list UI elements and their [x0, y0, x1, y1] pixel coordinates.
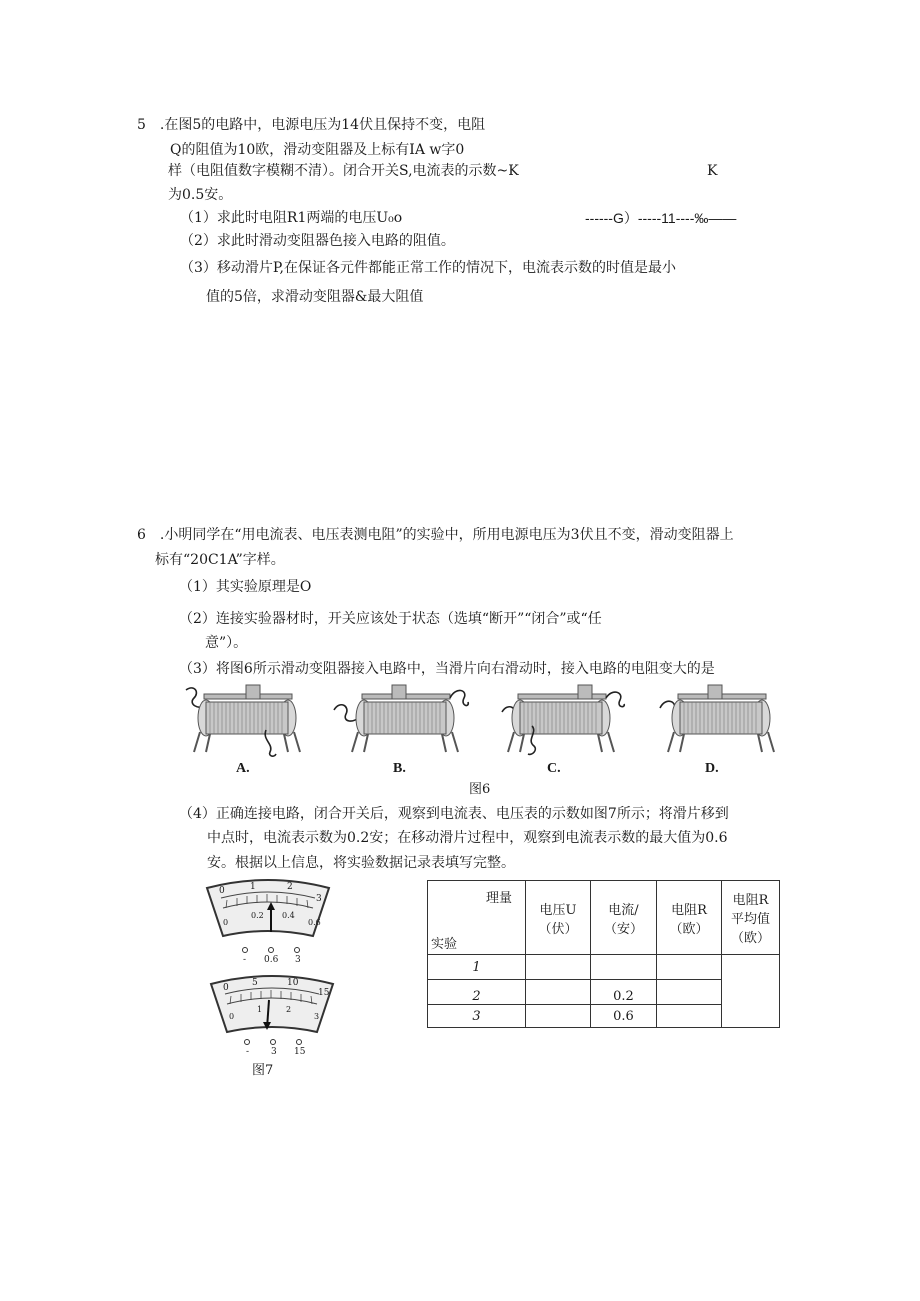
- header-voltage: 电压U （伏）: [526, 881, 591, 955]
- table-header-row: [428, 881, 780, 955]
- row-current: 0.2: [591, 980, 657, 1005]
- ammeter-top-0: 0: [219, 886, 225, 896]
- q6-sub4-a: （4）正确连接电路，闭合开关后，观察到电流表、电压表的示数如图7所示；将滑片移到: [179, 806, 729, 822]
- voltmeter-top-15: 15: [318, 988, 330, 998]
- q5-line3: 样（电阻值数字模糊不清）。闭合开关S,电流表的示数~K: [168, 163, 519, 179]
- ammeter-top-1: 1: [250, 882, 256, 892]
- q5-line4: 为0.5安。: [168, 187, 233, 203]
- header-average-resistance: 电阻R 平均值 （欧）: [722, 881, 780, 955]
- voltmeter-bottom-2: 2: [286, 1005, 292, 1014]
- option-d-label: D.: [705, 761, 719, 776]
- voltmeter-bottom-3: 3: [314, 1012, 320, 1021]
- header-experiment: 实验: [431, 937, 458, 952]
- option-a-label: A.: [236, 761, 250, 776]
- table-row: [428, 955, 780, 980]
- q5-line3-right: K: [707, 163, 718, 179]
- row-voltage: [526, 955, 591, 980]
- figure-6-caption: 图6: [469, 782, 491, 797]
- row-current: 0.6: [591, 1005, 657, 1028]
- figure-7-caption: 图7: [252, 1063, 274, 1078]
- option-c-label: C.: [547, 761, 561, 776]
- q6-sub4-b: 中点时，电流表示数为0.2安；在移动滑片过程中，观察到电流表示数的最大值为0.6: [207, 830, 728, 846]
- row-number: 3: [428, 1005, 526, 1028]
- voltmeter-top-0: 0: [223, 983, 229, 993]
- ammeter-terminal-0.6: 0.6: [264, 955, 279, 965]
- header-quantity: 理量: [486, 891, 513, 906]
- ammeter-terminal-3: 3: [295, 955, 301, 965]
- voltmeter-top-5: 5: [252, 978, 258, 988]
- row-resistance: [657, 980, 722, 1005]
- q5-sub2: （2）求此时滑动变阻器色接入电路的阻值。: [180, 233, 455, 249]
- ammeter-bottom-3: 0.6: [308, 918, 321, 927]
- row-resistance: [657, 955, 722, 980]
- rheostat-c-figure: [498, 682, 628, 758]
- row-current: [591, 955, 657, 980]
- q5-line2: Q的阻值为10欧，滑动变阻器及上标有IA w字0: [170, 142, 465, 158]
- q6-sub2-b: 意”）。: [205, 635, 248, 651]
- rheostat-b-figure: [332, 682, 472, 758]
- q6-line2: 标有“20C1A”字样。: [155, 552, 285, 568]
- average-resistance-cell: [722, 955, 780, 1028]
- voltmeter-terminal-neg: -: [246, 1047, 250, 1057]
- voltmeter-terminal-3: 3: [271, 1047, 277, 1057]
- ammeter-bottom-1: 0.2: [251, 911, 264, 920]
- q6-sub1: （1）其实验原理是O: [179, 579, 312, 595]
- row-number: 2: [428, 980, 526, 1005]
- q5-sub3-b: 值的5倍，求滑动变阻器&最大阻值: [206, 289, 424, 305]
- data-record-table: [427, 880, 780, 1028]
- ammeter-top-2: 2: [287, 882, 293, 892]
- header-current: 电流/ （安）: [591, 881, 657, 955]
- header-resistance: 电阻R （欧）: [657, 881, 722, 955]
- q6-line1: 6 .小明同学在“用电流表、电压表测电阻”的实验中，所用电源电压为3伏且不变，滑动变阻器上: [137, 527, 734, 543]
- q6-sub3: （3）将图6所示滑动变阻器接入电路中，当滑片向右滑动时，接入电路的电阻变大的是: [179, 661, 715, 677]
- ammeter-top-3: 3: [316, 894, 322, 904]
- ammeter-bottom-2: 0.4: [282, 911, 295, 920]
- q5-circuit-fragment: ------G）-----11----‰——: [585, 210, 737, 226]
- row-voltage: [526, 980, 591, 1005]
- row-voltage: [526, 1005, 591, 1028]
- q5-line1: 5 .在图5的电路中，电源电压为14伏且保持不变，电阻: [137, 117, 486, 133]
- q5-sub1: （1）求此时电阻R1两端的电压U₀o: [180, 210, 403, 226]
- option-b-label: B.: [393, 761, 406, 776]
- rheostat-d-figure: [654, 682, 784, 758]
- voltmeter-bottom-1: 1: [257, 1005, 263, 1014]
- voltmeter-bottom-0: 0: [229, 1012, 235, 1021]
- q6-sub4-c: 安。根据以上信息，将实验数据记录表填写完整。: [207, 855, 515, 871]
- voltmeter-top-10: 10: [287, 978, 299, 988]
- ammeter-bottom-0: 0: [223, 918, 229, 927]
- q5-sub3-a: （3）移动滑片P,在保证各元件都能正常工作的情况下，电流表示数的时值是最小: [180, 260, 676, 276]
- ammeter-terminal-neg: -: [243, 955, 247, 965]
- rheostat-a-figure: [184, 682, 312, 758]
- table-corner-cell: [428, 881, 526, 955]
- q6-sub2-a: （2）连接实验器材时，开关应该处于状态（选填“断开”“闭合”或“任: [179, 611, 602, 627]
- voltmeter-terminal-15: 15: [294, 1047, 306, 1057]
- row-number: 1: [428, 955, 526, 980]
- row-resistance: [657, 1005, 722, 1028]
